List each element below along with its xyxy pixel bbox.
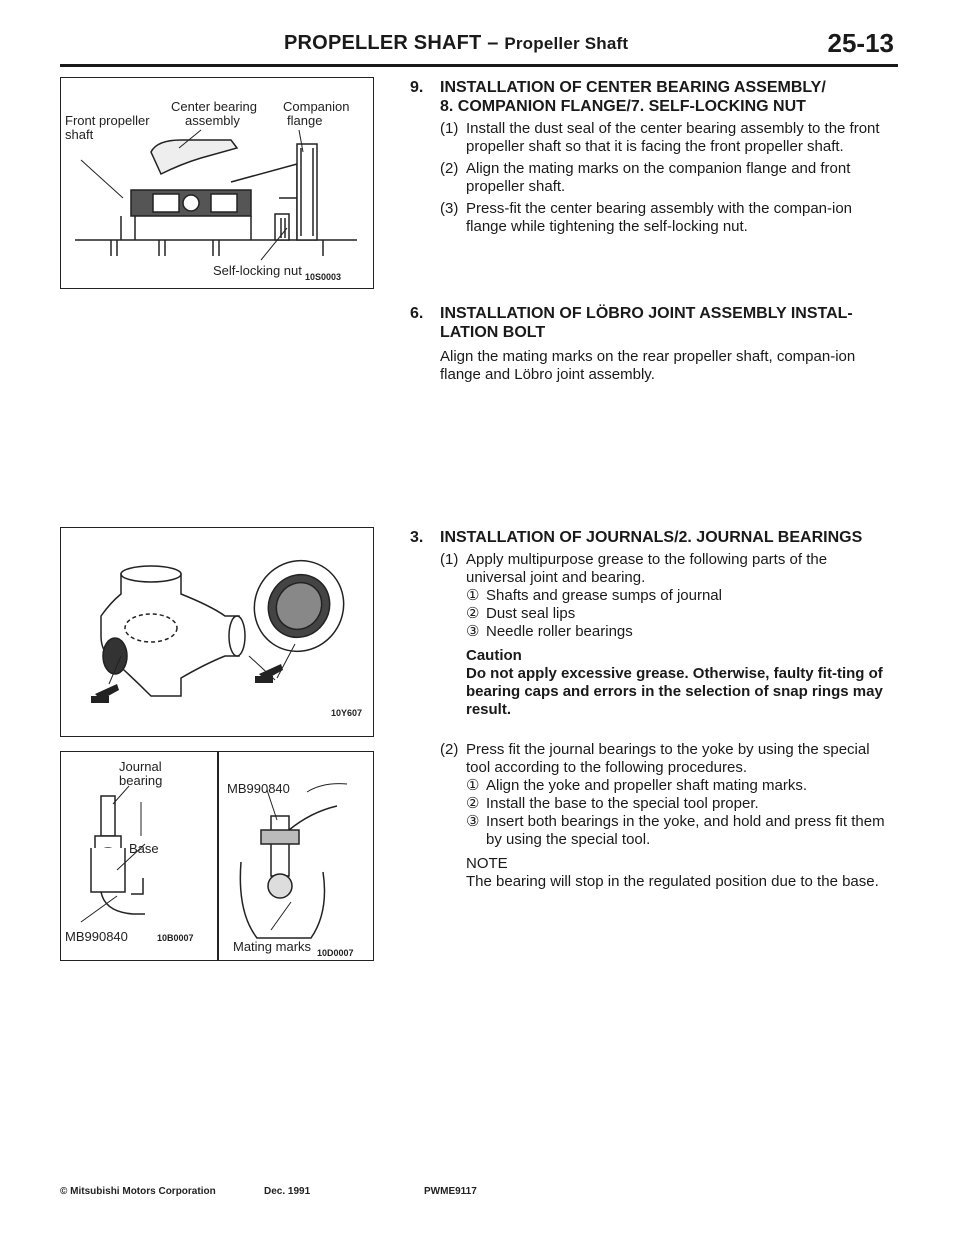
figure-code-left: 10B0007 <box>157 933 194 943</box>
step: (2) Align the mating marks on the companion flange and front propeller shaft. <box>440 160 851 195</box>
label-tool-right: MB990840 <box>227 781 290 796</box>
step: (1) Install the dust seal of the center bearing assembly to the front propeller shaft so that it is facing the front propeller shaft. <box>440 120 880 155</box>
journal-illustration <box>61 528 373 736</box>
figure-code: 10S0003 <box>305 272 342 282</box>
note-block: NOTE The bearing will stop in the regulated position due to the base. <box>466 855 879 890</box>
section-heading: 9. INSTALLATION OF CENTER BEARING ASSEMBLY/ 8. COMPANION FLANGE/7. SELF-LOCKING NUT <box>410 79 826 115</box>
label-front-propeller-shaft: Front propeller shaft <box>65 113 150 142</box>
label-mating-marks: Mating marks <box>233 939 312 954</box>
footer-doc-code: PWME9117 <box>424 1186 477 1197</box>
list-item: ① Align the yoke and propeller shaft mating marks. <box>466 777 807 794</box>
section-center-bearing <box>410 78 890 236</box>
list-item: ② Dust seal lips <box>466 605 576 622</box>
section-heading: 3. INSTALLATION OF JOURNALS/2. JOURNAL BEARINGS <box>410 529 863 546</box>
section-lobro-joint <box>410 304 890 384</box>
step: (1) Apply multipurpose grease to the following parts of the universal joint and bearing. <box>440 551 828 586</box>
figure-code-right: 10D0007 <box>317 948 354 958</box>
figure-center-bearing <box>60 77 374 289</box>
section-heading: 6. INSTALLATION OF LÖBRO JOINT ASSEMBLY INSTAL- LATION BOLT <box>410 305 853 341</box>
label-companion-flange: Companion flange <box>283 99 350 128</box>
list-item: ② Install the base to the special tool proper. <box>466 795 759 812</box>
label-base: Base <box>129 841 159 856</box>
figure-journal-bearing <box>60 527 374 737</box>
header-rule <box>60 64 898 67</box>
title-separator: – <box>487 32 499 54</box>
list-item: ③ Needle roller bearings <box>466 623 633 640</box>
figure-code: 10Y607 <box>331 708 363 718</box>
list-item: ① Shafts and grease sumps of journal <box>466 587 722 604</box>
label-center-bearing-assembly: Center bearing assembly <box>171 99 257 128</box>
page-title <box>284 32 628 55</box>
label-journal-bearing: Journal bearing <box>119 759 163 788</box>
section-journals <box>410 528 890 891</box>
caution-block: Caution Do not apply excessive grease. Otherwise, faulty fit-ting of bearing caps and errors in the selection of snap rings may result. <box>466 647 883 718</box>
label-tool-left: MB990840 <box>65 929 128 944</box>
title-main: PROPELLER SHAFT <box>284 32 482 54</box>
title-subtitle: Propeller Shaft <box>504 34 629 53</box>
list-item: ③ Insert both bearings in the yoke, and hold and press fit them by using the special tool. <box>466 813 885 848</box>
step: (2) Press fit the journal bearings to the yoke by using the special tool according to the following procedures. <box>440 741 870 776</box>
page-header <box>60 28 900 64</box>
step: (3) Press-fit the center bearing assembly with the compan-ion flange while tightening the self-locking nut. <box>440 200 853 235</box>
section-body: Align the mating marks on the rear propeller shaft, compan-ion flange and Löbro joint assembly. <box>440 348 856 383</box>
footer-copyright: © Mitsubishi Motors Corporation <box>60 1186 216 1197</box>
footer-date: Dec. 1991 <box>264 1186 311 1197</box>
figure-special-tool <box>60 751 374 961</box>
page-number: 25-13 <box>827 28 894 58</box>
label-self-locking-nut: Self-locking nut <box>213 263 302 278</box>
